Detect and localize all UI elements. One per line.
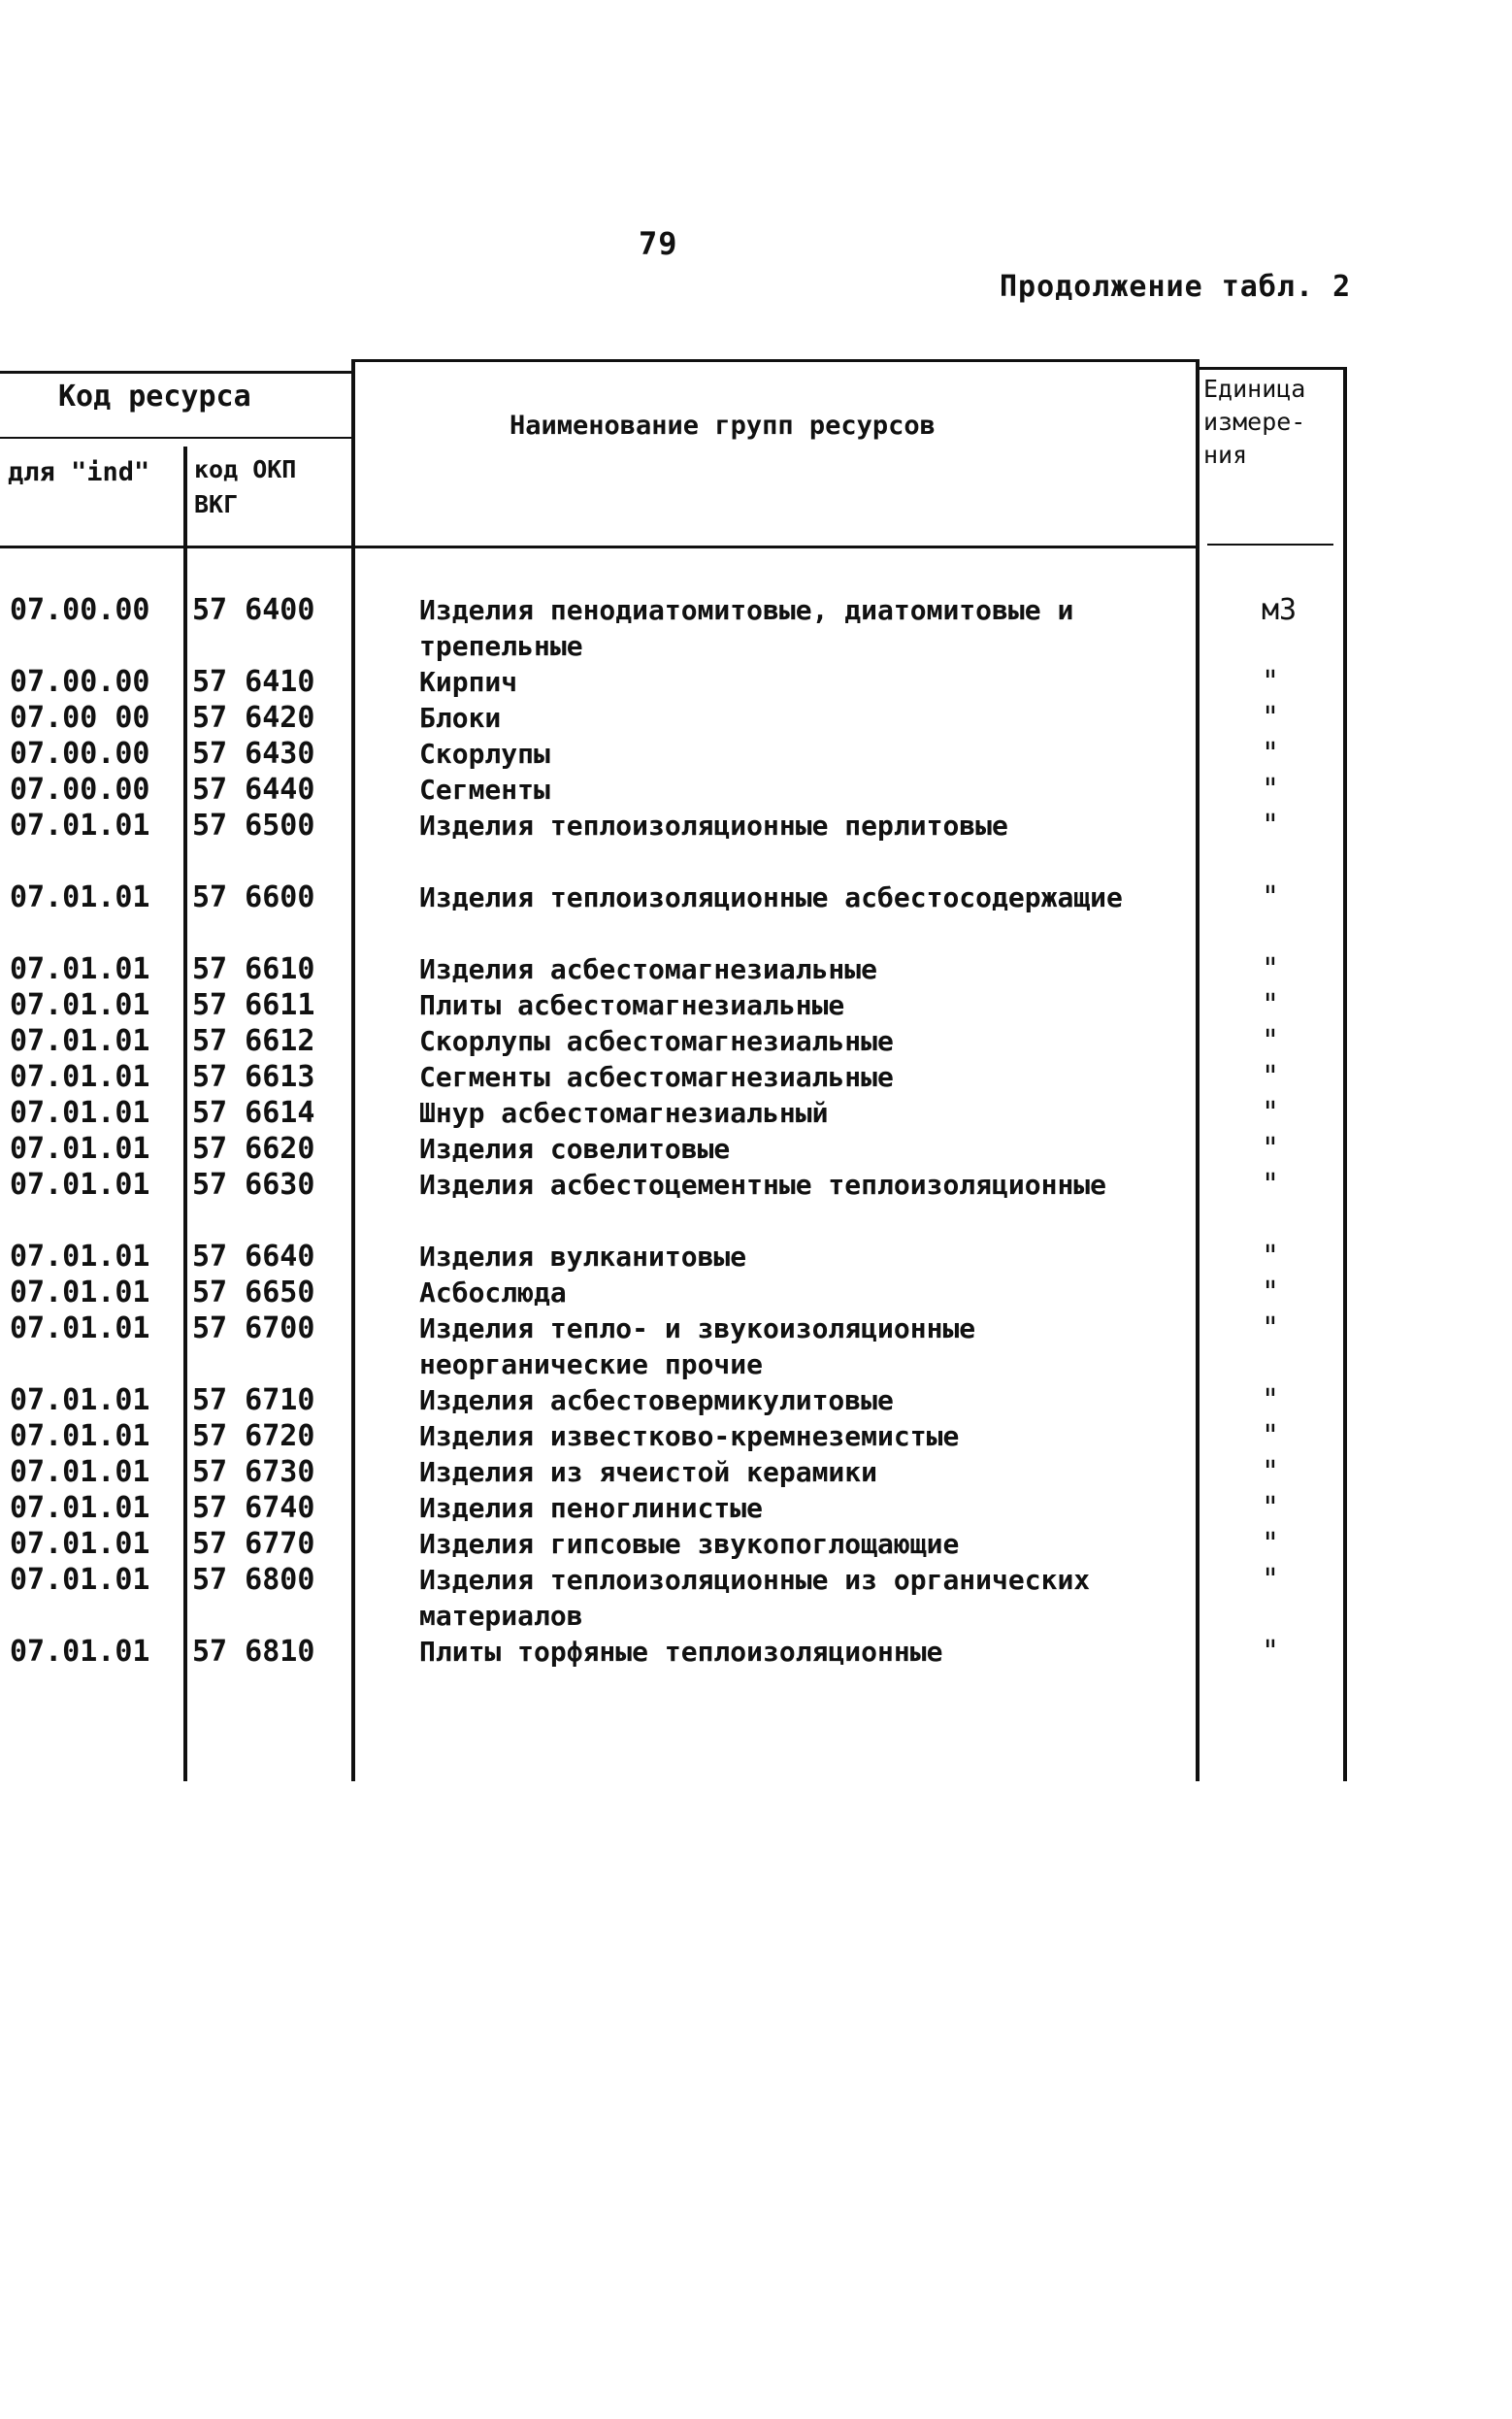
cell-okp-code: 57 6430 — [192, 737, 315, 771]
cell-okp-code: 57 6720 — [192, 1419, 315, 1453]
cell-okp-code: 57 6420 — [192, 701, 315, 735]
cell-unit: " — [1262, 1455, 1280, 1489]
cell-okp-code: 57 6650 — [192, 1276, 315, 1309]
cell-okp-code: 57 6640 — [192, 1240, 315, 1274]
cell-resource-name: Плиты асбестомагнезиальные — [419, 989, 845, 1021]
cell-okp-code: 57 6800 — [192, 1563, 315, 1597]
cell-resource-name: Изделия пенодиатомитовые, диатомитовые и трепельные — [419, 594, 1074, 662]
cell-unit: " — [1262, 1419, 1280, 1453]
cell-ind-code: 07.01.01 — [10, 1455, 150, 1489]
cell-ind-code: 07.01.01 — [10, 1132, 150, 1166]
cell-ind-code: 07.01.01 — [10, 809, 150, 843]
cell-ind-code: 07.01.01 — [10, 1527, 150, 1561]
table-row — [0, 592, 1351, 664]
cell-okp-code: 57 6500 — [192, 809, 315, 843]
cell-okp-code: 57 6440 — [192, 773, 315, 807]
header-resource-name: Наименование групп ресурсов — [509, 411, 936, 441]
cell-resource-name: Асбослюда — [419, 1276, 567, 1309]
table-row — [0, 1418, 1351, 1454]
cell-ind-code: 07.00.00 — [10, 737, 150, 771]
cell-resource-name: Сегменты асбестомагнезиальные — [419, 1061, 894, 1093]
cell-ind-code: 07.00.00 — [10, 593, 150, 627]
cell-unit: " — [1262, 773, 1280, 807]
cell-ind-code: 07.01.01 — [10, 1168, 150, 1202]
cell-resource-name: Кирпич — [419, 666, 518, 698]
cell-ind-code: 07.01.01 — [10, 1240, 150, 1274]
header-sub-rule — [0, 437, 351, 439]
cell-resource-name: Скорлупы — [419, 738, 550, 770]
header-bottom-rule — [0, 546, 1196, 548]
table-row — [0, 736, 1351, 772]
cell-unit: " — [1262, 952, 1280, 986]
cell-unit: " — [1262, 1383, 1280, 1417]
cell-unit: " — [1262, 1527, 1280, 1561]
cell-unit: " — [1262, 1024, 1280, 1058]
cell-resource-name: Сегменты — [419, 774, 550, 806]
cell-resource-name: Изделия пеноглинистые — [419, 1492, 764, 1524]
cell-unit: " — [1262, 1311, 1280, 1345]
cell-unit: " — [1262, 1276, 1280, 1309]
table-row — [0, 1310, 1351, 1382]
table-row — [0, 1562, 1351, 1634]
table-row — [0, 772, 1351, 808]
cell-ind-code: 07.00 00 — [10, 701, 150, 735]
table-row — [0, 1131, 1351, 1167]
cell-resource-name: Изделия асбестоцементные теплоизоляционные — [419, 1169, 1107, 1201]
cell-ind-code: 07.01.01 — [10, 1419, 150, 1453]
table-row — [0, 1023, 1351, 1059]
cell-resource-name: Изделия гипсовые звукопоглощающие — [419, 1528, 960, 1560]
table-row — [0, 1059, 1351, 1095]
cell-unit: " — [1262, 1635, 1280, 1669]
page-number: 79 — [639, 225, 678, 262]
cell-okp-code: 57 6770 — [192, 1527, 315, 1561]
table-top-rule — [0, 371, 351, 374]
cell-okp-code: 57 6700 — [192, 1311, 315, 1345]
cell-okp-code: 57 6613 — [192, 1060, 315, 1094]
table-row — [0, 1526, 1351, 1562]
cell-ind-code: 07.01.01 — [10, 952, 150, 986]
header-ind-code: для "ind" — [8, 457, 150, 487]
cell-ind-code: 07.01.01 — [10, 1383, 150, 1417]
cell-unit: " — [1262, 1491, 1280, 1525]
cell-okp-code: 57 6611 — [192, 988, 315, 1022]
cell-resource-name: Изделия теплоизоляционные из органических материалов — [419, 1564, 1091, 1632]
header-bottom-rule — [1207, 544, 1333, 546]
cell-ind-code: 07.01.01 — [10, 1276, 150, 1309]
table-row — [0, 987, 1351, 1023]
cell-unit: " — [1262, 701, 1280, 735]
cell-okp-code: 57 6600 — [192, 880, 315, 914]
cell-unit: м3 — [1262, 593, 1298, 627]
cell-resource-name: Изделия теплоизоляционные асбестосодержащие — [419, 881, 1123, 913]
cell-okp-code: 57 6614 — [192, 1096, 315, 1130]
cell-resource-name: Изделия асбестовермикулитовые — [419, 1384, 894, 1416]
table-row — [0, 1239, 1351, 1275]
cell-okp-code: 57 6612 — [192, 1024, 315, 1058]
cell-ind-code: 07.01.01 — [10, 1311, 150, 1345]
table-row — [0, 1454, 1351, 1490]
cell-ind-code: 07.01.01 — [10, 1635, 150, 1669]
cell-okp-code: 57 6710 — [192, 1383, 315, 1417]
cell-unit: " — [1262, 1563, 1280, 1597]
cell-okp-code: 57 6730 — [192, 1455, 315, 1489]
cell-unit: " — [1262, 809, 1280, 843]
cell-resource-name: Скорлупы асбестомагнезиальные — [419, 1025, 894, 1057]
cell-resource-name: Изделия вулканитовые — [419, 1241, 747, 1273]
cell-okp-code: 57 6410 — [192, 665, 315, 699]
cell-unit: " — [1262, 1096, 1280, 1130]
cell-resource-name: Шнур асбестомагнезиальный — [419, 1097, 829, 1129]
cell-resource-name: Блоки — [419, 702, 502, 734]
cell-ind-code: 07.01.01 — [10, 1060, 150, 1094]
cell-ind-code: 07.01.01 — [10, 1096, 150, 1130]
cell-unit: " — [1262, 1240, 1280, 1274]
cell-okp-code: 57 6740 — [192, 1491, 315, 1525]
cell-okp-code: 57 6620 — [192, 1132, 315, 1166]
table-row — [0, 700, 1351, 736]
cell-ind-code: 07.00.00 — [10, 773, 150, 807]
cell-resource-name: Изделия асбестомагнезиальные — [419, 953, 878, 985]
cell-resource-name: Изделия теплоизоляционные перлитовые — [419, 810, 1008, 842]
cell-ind-code: 07.01.01 — [10, 988, 150, 1022]
cell-resource-name: Плиты торфяные теплоизоляционные — [419, 1636, 943, 1668]
cell-resource-name: Изделия из ячеистой керамики — [419, 1456, 878, 1488]
cell-resource-name: Изделия совелитовые — [419, 1133, 731, 1165]
table-continuation-label: Продолжение табл. 2 — [1000, 270, 1352, 304]
cell-okp-code: 57 6400 — [192, 593, 315, 627]
table-row — [0, 1490, 1351, 1526]
cell-ind-code: 07.00.00 — [10, 665, 150, 699]
table-row — [0, 1095, 1351, 1131]
table-body — [0, 592, 1351, 1670]
cell-ind-code: 07.01.01 — [10, 1563, 150, 1597]
table-row — [0, 951, 1351, 987]
header-resource-code: Код ресурса — [58, 380, 251, 414]
header-okp-code: код ОКП ВКГ — [194, 455, 297, 518]
cell-unit: " — [1262, 880, 1280, 914]
header-unit: Единица измере- ния — [1203, 375, 1306, 469]
table-row — [0, 1634, 1351, 1670]
table-top-rule — [351, 359, 1196, 362]
cell-unit: " — [1262, 1060, 1280, 1094]
table-row — [0, 664, 1351, 700]
table-top-rule — [1196, 367, 1347, 370]
cell-unit: " — [1262, 737, 1280, 771]
cell-okp-code: 57 6610 — [192, 952, 315, 986]
cell-unit: " — [1262, 1168, 1280, 1202]
cell-resource-name: Изделия известково-кремнеземистые — [419, 1420, 960, 1452]
cell-ind-code: 07.01.01 — [10, 1491, 150, 1525]
cell-unit: " — [1262, 1132, 1280, 1166]
cell-unit: " — [1262, 988, 1280, 1022]
table-row — [0, 879, 1351, 951]
table-row — [0, 808, 1351, 879]
cell-ind-code: 07.01.01 — [10, 1024, 150, 1058]
table-row — [0, 1275, 1351, 1310]
cell-unit: " — [1262, 665, 1280, 699]
cell-resource-name: Изделия тепло- и звукоизоляционные неорганические прочие — [419, 1312, 976, 1380]
cell-ind-code: 07.01.01 — [10, 880, 150, 914]
table-row — [0, 1167, 1351, 1239]
cell-okp-code: 57 6810 — [192, 1635, 315, 1669]
cell-okp-code: 57 6630 — [192, 1168, 315, 1202]
table-row — [0, 1382, 1351, 1418]
